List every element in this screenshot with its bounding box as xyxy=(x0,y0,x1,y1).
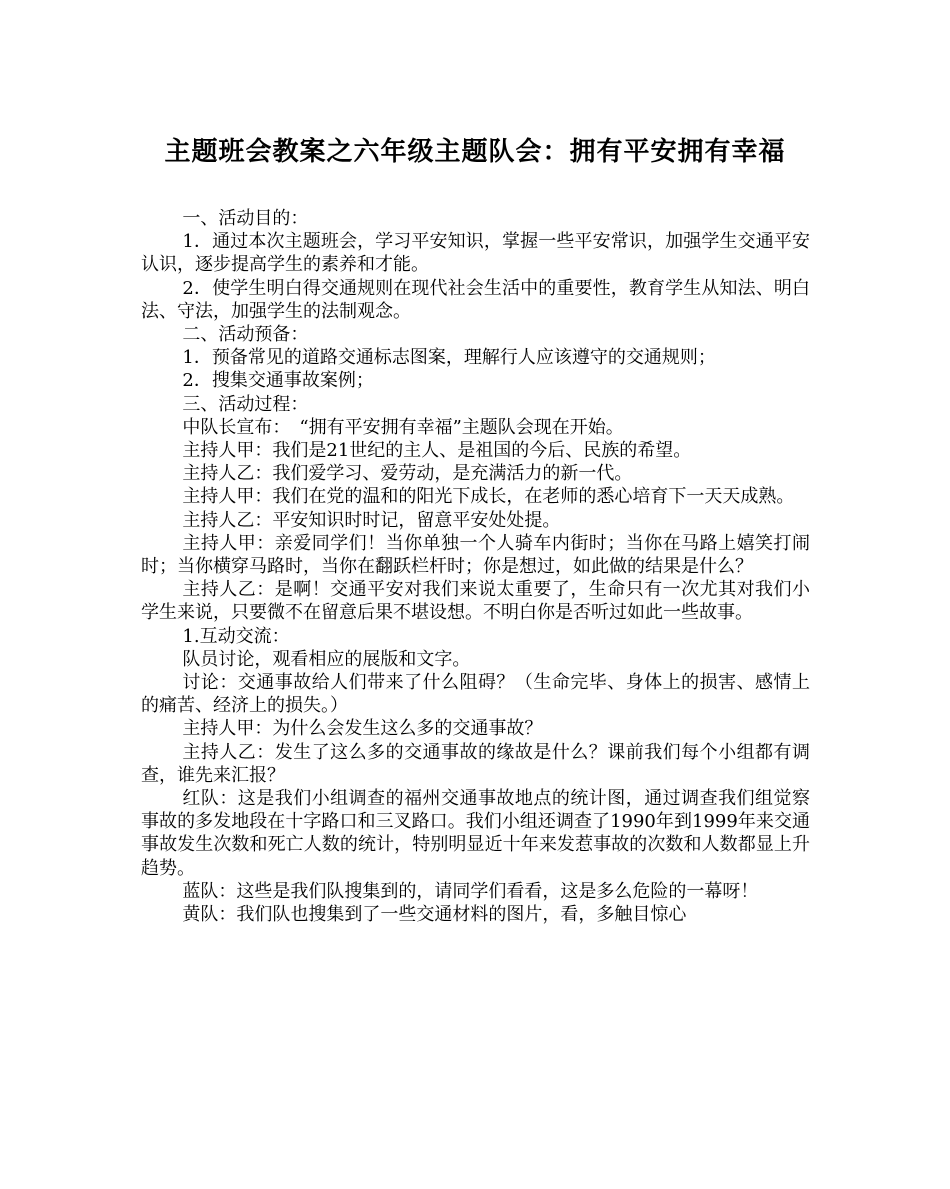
paragraph: 2．使学生明白得交通规则在现代社会生活中的重要性，教育学生从知法、明白法、守法，加强学生的法制观念。 xyxy=(141,277,810,322)
paragraph: 主持人乙：发生了这么多的交通事故的缘故是什么？课前我们每个小组都有调查，谁先来汇报？ xyxy=(141,741,810,786)
document-body xyxy=(141,207,810,926)
paragraph: 中队长宣布： “拥有平安拥有幸福”主题队会现在开始。 xyxy=(182,416,624,438)
paragraph: 主持人甲：我们是21世纪的主人、是祖国的今后、民族的希望。 xyxy=(182,440,692,462)
paragraph: 主持人乙：我们爱学习、爱劳动，是充满活力的新一代。 xyxy=(182,463,633,485)
paragraph: 一、活动目的： xyxy=(182,208,309,229)
paragraph: 1．通过本次主题班会，学习平安知识，掌握一些平安常识，加强学生交通平安认识，逐步提高学生的素养和才能。 xyxy=(141,231,810,276)
paragraph: 红队：这是我们小组调查的福州交通事故地点的统计图，通过调查我们组觉察事故的多发地段在十字路口和三叉路口。我们小组还调查了1990年到1999年来交通事故发生次数和死亡人数的统计，特别明显近十年来发惹事故的次数和人数都显上升趋势。 xyxy=(141,788,810,879)
paragraph: 主持人甲：我们在党的温和的阳光下成长，在老师的悉心培育下一天天成熟。 xyxy=(182,486,795,508)
document-title: 主题班会教案之六年级主题队会：拥有平安拥有幸福 xyxy=(164,137,786,167)
paragraph: 1.互动交流： xyxy=(182,625,290,647)
paragraph: 蓝队：这些是我们队搜集到的，请同学们看看，这是多么危险的一幕呀！ xyxy=(182,880,759,902)
paragraph: 2．搜集交通事故案例； xyxy=(182,370,374,392)
paragraph: 讨论：交通事故给人们带来了什么阻碍？（生命完毕、身体上的损害、感情上的痛苦、经济上的损失。） xyxy=(141,672,810,717)
paragraph: 队员讨论，观看相应的展版和文字。 xyxy=(182,648,471,670)
paragraph: 1．预备常见的道路交通标志图案，理解行人应该遵守的交通规则； xyxy=(182,347,716,369)
paragraph: 主持人甲：为什么会发生这么多的交通事故？ xyxy=(182,718,543,740)
paragraph: 主持人甲：亲爱同学们！当你单独一个人骑车内街时；当你在马路上嬉笑打闹时；当你横穿马路时，当你在翻跃栏杆时；你是想过，如此做的结果是什么？ xyxy=(141,532,810,578)
paragraph: 主持人乙：是啊！交通平安对我们来说太重要了，生命只有一次尤其对我们小学生来说，只要微不在留意后果不堪设想。不明白你是否听过如此一些故事。 xyxy=(141,579,810,624)
paragraph: 三、活动过程： xyxy=(182,393,309,415)
paragraph: 主持人乙：平安知识时时记，留意平安处处提。 xyxy=(182,509,561,531)
paragraph: 黄队：我们队也搜集到了一些交通材料的图片，看，多触目惊心 xyxy=(182,904,687,926)
paragraph: 二、活动预备： xyxy=(182,324,309,346)
